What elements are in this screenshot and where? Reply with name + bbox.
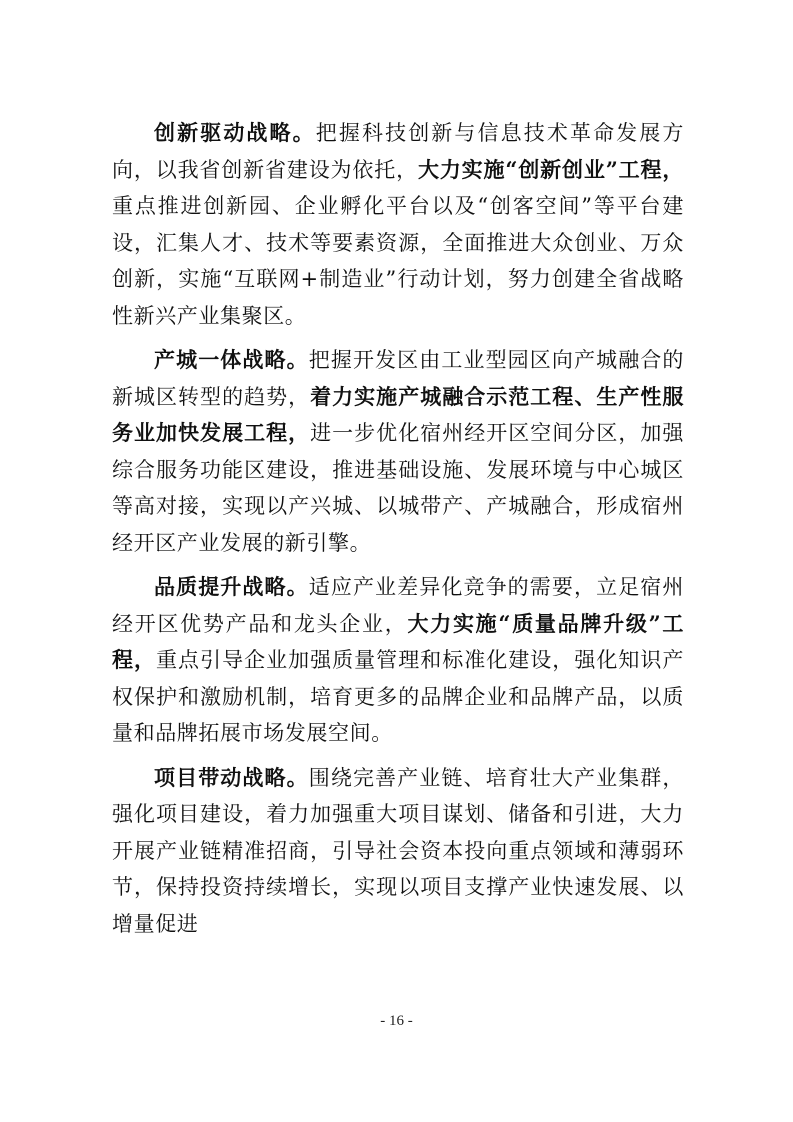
paragraph-text: 重点推进创新园、企业孵化平台以及“创客空间”等平台建设，汇集人才、技术等要素资源，全面推进大众创业、万众创新，实施“互联网+制造业”行动计划，努力创建全省战略性新兴产业集聚区。 xyxy=(112,194,684,328)
paragraph-text: 重点引导企业加强质量管理和标准化建设，强化知识产权保护和激励机制，培育更多的品牌企业和品牌产品，以质量和品牌拓展市场发展空间。 xyxy=(112,648,684,745)
page-number: - 16 - xyxy=(380,1013,413,1029)
paragraph-text: 围绕完善产业链、培育壮大产业集群，强化项目建设，着力加强重大项目谋划、储备和引进，大力开展产业链精准招商，引导社会资本投向重点领域和薄弱环节，保持投资持续增长，实现以项目支撑产业快速发展、以增量促进 xyxy=(112,765,684,936)
paragraph-text: 把握科技创新与信息技术革命发展方向，以我省创新省建设为依托， xyxy=(112,121,684,182)
paragraph-text: 把握开发区由工业型园区向产城融合的新城区转型的趋势， xyxy=(112,348,684,409)
paragraph-city-industry-strategy xyxy=(112,342,684,561)
paragraph-heading: 项目带动战略。 xyxy=(154,765,309,790)
paragraph-heading: 创新驱动战略。 xyxy=(154,121,316,145)
paragraph-text: 进一步优化宿州经开区空间分区，加强综合服务功能区建设，推进基础设施、发展环境与中心城区等高对接，实现以产兴城、以城带产、产城融合，形成宿州经开区产业发展的新引擎。 xyxy=(112,421,684,555)
paragraph-emphasis: 大力实施“质量品牌升级”工程， xyxy=(112,610,684,672)
paragraph-project-strategy xyxy=(112,760,684,943)
paragraph-heading: 产城一体战略。 xyxy=(154,348,309,372)
paragraph-text: 适应产业差异化竞争的需要，立足宿州经开区优势产品和龙头企业， xyxy=(112,575,684,636)
paragraph-innovation-strategy xyxy=(112,115,684,334)
paragraph-emphasis: 大力实施“创新创业”工程， xyxy=(417,156,684,182)
paragraph-quality-strategy xyxy=(112,569,684,752)
paragraph-heading: 品质提升战略。 xyxy=(154,575,309,599)
document-body xyxy=(112,115,684,950)
paragraph-emphasis: 着力实施产城融合示范工程、生产性服务业加快发展工程， xyxy=(112,383,684,445)
